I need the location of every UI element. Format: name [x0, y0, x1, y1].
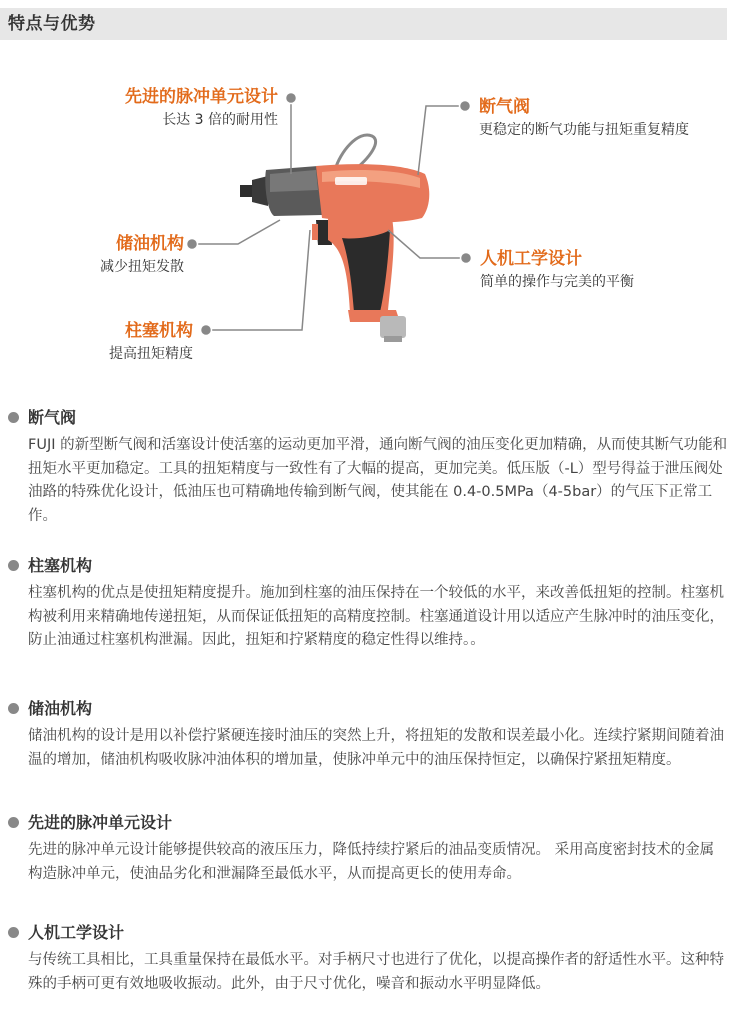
callout-ergonomics: [480, 248, 634, 292]
section-title: 断气阀: [28, 408, 77, 427]
callout-desc: 减少扭矩发散: [100, 259, 184, 275]
section-body: FUJI 的新型断气阀和活塞设计使活塞的运动更加平滑，通向断气阀的油压变化更加精确，从而使其断气功能和扭矩水平更加稳定。工具的扭矩精度与一致性有了大幅的提高，更加完美。低压版（-L）型号得益于泄压阀处油路的特殊优化设计，低油压也可精确地传输到断气阀，使其能在 0.4-0.5MPa（4-5bar）的气压下正常工作。: [28, 437, 728, 524]
section-oil-reservoir: [0, 698, 750, 772]
callout-title: 储油机构: [116, 234, 184, 254]
section-title: 人机工学设计: [28, 923, 125, 942]
air-inlet: [380, 316, 406, 338]
section-body: 柱塞机构的优点是使扭矩精度提升。施加到柱塞的油压保持在一个较低的水平，来改善低扭矩的控制。柱塞机构被利用来精确地传递扭矩，从而保证低扭矩的高精度控制。柱塞通道设计用以适应产生脉冲时的油压变化，防止油通过柱塞机构泄漏。因此，扭矩和拧紧精度的稳定性得以维持。。: [28, 585, 724, 648]
pulse-tool-illustration: [240, 135, 429, 342]
section-header-bar: [0, 8, 727, 40]
section-ergonomics: [0, 922, 750, 996]
bullet-icon: [8, 927, 19, 938]
callout-oil-reservoir: [100, 233, 184, 277]
callout-title: 先进的脉冲单元设计: [125, 87, 278, 107]
callout-title: 人机工学设计: [480, 249, 582, 269]
header-title: 特点与优势: [8, 14, 96, 34]
callout-desc: 简单的操作与完美的平衡: [480, 274, 634, 290]
section-body: 先进的脉冲单元设计能够提供较高的液压压力，降低持续拧紧后的油品变质情况。 采用高度密封技术的金属构造脉冲单元，使油品劣化和泄漏降至最低水平，从而提高更长的使用寿命。: [28, 842, 715, 882]
section-pulse-unit: [0, 812, 750, 886]
section-body: 与传统工具相比，工具重量保持在最低水平。对手柄尺寸也进行了优化，以提高操作者的舒适性水平。这种特殊的手柄可更有效地吸收振动。此外，由于尺寸优化，噪音和振动水平明显降低。: [28, 952, 724, 992]
callout-title: 断气阀: [479, 97, 530, 117]
bullet-icon: [8, 703, 19, 714]
callout-pulse-unit: [125, 86, 278, 130]
bullet-icon: [8, 817, 19, 828]
bullet-icon: [8, 560, 19, 571]
section-title: 柱塞机构: [28, 556, 93, 575]
callout-desc: 提高扭矩精度: [109, 346, 193, 362]
section-plunger: [0, 555, 750, 653]
section-title: 储油机构: [28, 699, 93, 718]
section-body: 储油机构的设计是用以补偿拧紧硬连接时油压的突然上升，将扭矩的发散和误差最小化。连续拧紧期间随着油温的增加，储油机构吸收脉冲油体积的增加量，使脉冲单元中的油压保持恒定，以确保拧紧扭矩精度。: [28, 728, 724, 768]
section-shutoff-valve: [0, 407, 750, 528]
plunger-dot: [201, 325, 212, 336]
tool-label-plate: [335, 177, 367, 185]
bullet-icon: [8, 412, 19, 423]
callout-title: 柱塞机构: [125, 321, 193, 341]
section-title: 先进的脉冲单元设计: [28, 813, 173, 832]
shutoff-valve-dot: [460, 101, 471, 112]
square-drive: [240, 185, 254, 197]
oil-reservoir-dot: [187, 239, 198, 250]
pulse-unit-dot: [286, 93, 297, 104]
tool-diagram: [0, 40, 750, 385]
callout-desc: 长达 3 倍的耐用性: [162, 112, 278, 128]
callout-shutoff-valve: [479, 96, 689, 140]
callout-plunger: [109, 320, 193, 364]
callout-desc: 更稳定的断气功能与扭矩重复精度: [479, 122, 689, 138]
ergonomics-dot: [461, 253, 472, 264]
